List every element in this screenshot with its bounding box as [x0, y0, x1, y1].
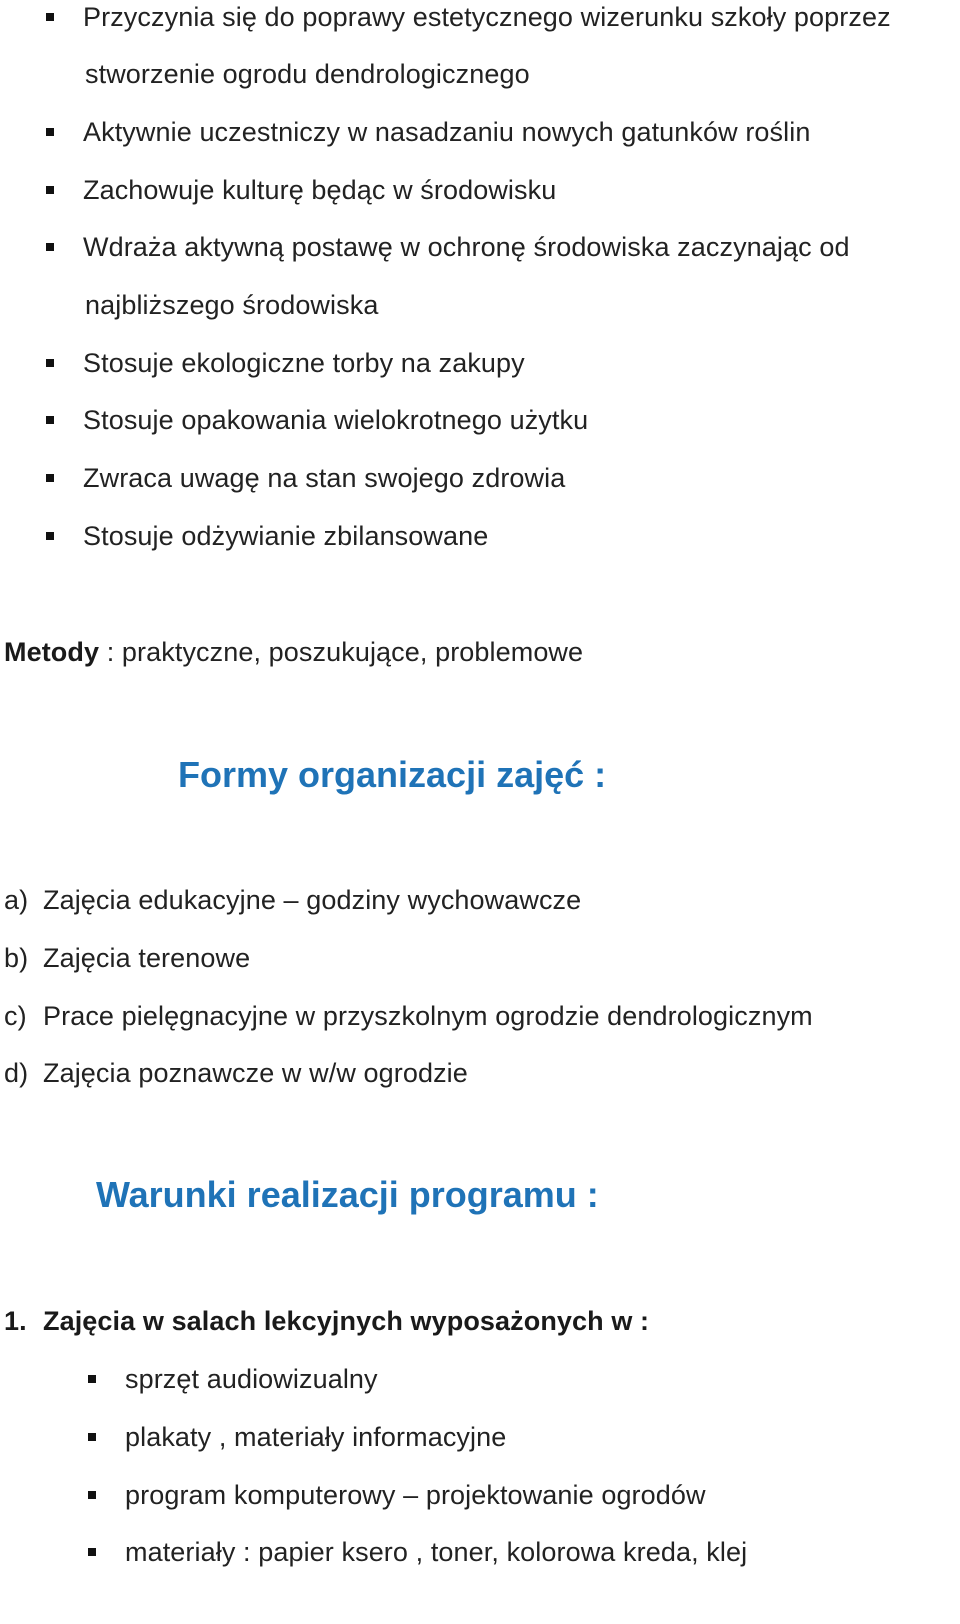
bullet-icon: [46, 359, 54, 367]
bullet-icon: [88, 1548, 96, 1556]
forms-item-marker: a): [4, 885, 29, 915]
list-item: Zachowuje kulturę będąc w środowisku: [83, 175, 557, 205]
forms-item: Prace pielęgnacyjne w przyszkolnym ogrodzie dendrologicznym: [43, 1001, 813, 1031]
forms-heading: Formy organizacji zajęć :: [178, 754, 607, 795]
methods-line: [4, 635, 583, 669]
conditions-list-item: materiały : papier ksero , toner, kolorowa kreda, klej: [125, 1537, 748, 1567]
methods-text: : praktyczne, poszukujące, problemowe: [99, 637, 584, 667]
methods-label: Metody: [4, 637, 100, 667]
bullet-icon: [46, 128, 54, 136]
list-item: Aktywnie uczestniczy w nasadzaniu nowych gatunków roślin: [83, 117, 811, 147]
bullet-icon: [46, 416, 54, 424]
conditions-numbered-marker: 1.: [4, 1306, 27, 1336]
conditions-list-item: program komputerowy – projektowanie ogrodów: [125, 1480, 706, 1510]
list-item: Przyczynia się do poprawy estetycznego wizerunku szkoły poprzez: [83, 2, 891, 32]
list-item: Stosuje ekologiczne torby na zakupy: [83, 348, 525, 378]
bullet-icon: [46, 13, 54, 21]
conditions-list-item: plakaty , materiały informacyjne: [125, 1422, 507, 1452]
bullet-icon: [46, 474, 54, 482]
forms-item: Zajęcia poznawcze w w/w ogrodzie: [43, 1058, 468, 1088]
list-item-continuation: najbliższego środowiska: [85, 290, 379, 320]
list-item: Zwraca uwagę na stan swojego zdrowia: [83, 463, 566, 493]
bullet-icon: [88, 1375, 96, 1383]
conditions-list-item: sprzęt audiowizualny: [125, 1364, 378, 1394]
bullet-icon: [46, 243, 54, 251]
list-item: Wdraża aktywną postawę w ochronę środowiska zaczynając od: [83, 232, 850, 262]
bullet-icon: [88, 1433, 96, 1441]
forms-item-marker: d): [4, 1058, 29, 1088]
forms-item-marker: c): [4, 1001, 27, 1031]
forms-item-marker: b): [4, 943, 29, 973]
list-item-continuation: stworzenie ogrodu dendrologicznego: [85, 59, 530, 89]
bullet-icon: [46, 186, 54, 194]
list-item: Stosuje opakowania wielokrotnego użytku: [83, 405, 589, 435]
forms-item: Zajęcia edukacyjne – godziny wychowawcze: [43, 885, 582, 915]
list-item: Stosuje odżywianie zbilansowane: [83, 521, 489, 551]
bullet-icon: [88, 1491, 96, 1499]
conditions-heading: Warunki realizacji programu :: [96, 1174, 599, 1215]
conditions-numbered-item: Zajęcia w salach lekcyjnych wyposażonych w :: [43, 1306, 650, 1336]
bullet-icon: [46, 532, 54, 540]
forms-item: Zajęcia terenowe: [43, 943, 251, 973]
